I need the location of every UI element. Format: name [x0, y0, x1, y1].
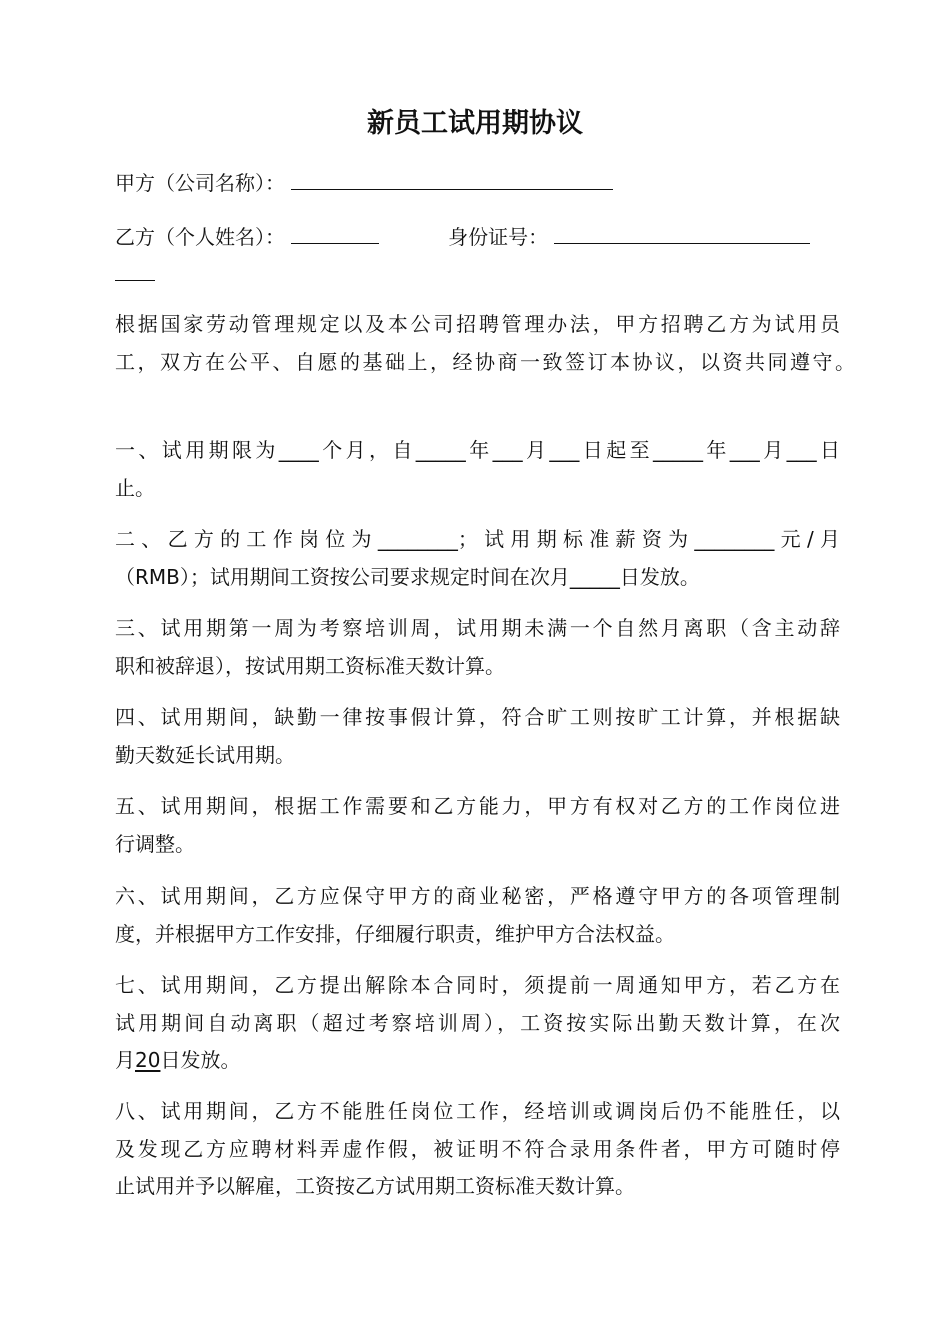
intro-paragraph: 根据国家劳动管理规定以及本公司招聘管理办法，甲方招聘乙方为试用员 工，双方在公平、自愿的基础上，经协商一致签订本协议，以资共同遵守。 [115, 312, 855, 374]
party-b-label: 乙方（个人姓名）： [115, 225, 285, 249]
clause-8: 八、试用期间，乙方不能胜任岗位工作，经培训或调岗后仍不能胜任，以 及发现乙方应聘材料弄虚作假，被证明不符合录用条件者，甲方可随时停 止试用并予以解雇，工资按乙方试用期工资标准天数计算。 [115, 1099, 840, 1198]
id-number-blank [554, 221, 810, 244]
pay-day-value: 20 [135, 1048, 161, 1072]
clause-6: 六、试用期间，乙方应保守甲方的商业秘密，严格遵守甲方的各项管理制 度，并根据甲方工作安排，仔细履行职责，维护甲方合法权益。 [115, 884, 840, 946]
clause-5: 五、试用期间，根据工作需要和乙方能力，甲方有权对乙方的工作岗位进 行调整。 [115, 794, 840, 856]
party-a-blank [291, 167, 613, 190]
party-a-line [115, 167, 613, 198]
party-b-name-blank [291, 221, 379, 244]
id-number-blank-continued [115, 258, 155, 289]
id-number-label: 身份证号： [448, 225, 549, 249]
clause-2: 二、乙方的工作岗位为________；试用期标准薪资为________元/月 （RMB）；试用期间工资按公司要求规定时间在次月_____日发放。 [115, 527, 840, 589]
party-b-line [115, 221, 840, 252]
document-title: 新员工试用期协议 [367, 108, 583, 139]
clause-4: 四、试用期间，缺勤一律按事假计算，符合旷工则按旷工计算，并根据缺 勤天数延长试用期。 [115, 705, 840, 767]
party-a-label: 甲方（公司名称）： [115, 171, 285, 195]
clause-3: 三、试用期第一周为考察培训周，试用期未满一个自然月离职（含主动辞 职和被辞退），按试用期工资标准天数计算。 [115, 616, 840, 678]
clause-1: 一、试用期限为____个月，自_____年___月___日起至_____年___月___日 止。 [115, 438, 840, 500]
clause-7: 七、试用期间，乙方提出解除本合同时，须提前一周通知甲方，若乙方在 试用期间自动离职（超过考察培训周），工资按实际出勤天数计算，在次 月20日发放。 [115, 973, 840, 1072]
